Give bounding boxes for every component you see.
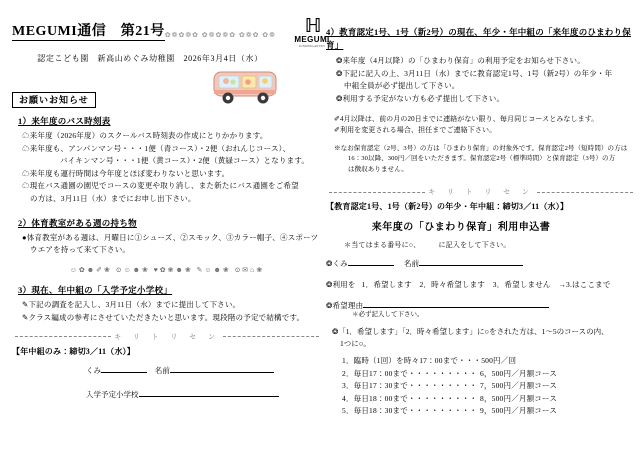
course-instruction-line-1: ❂「1．希望します」「2．時々希望します」に○をされた方は、1〜5のコースの内、 <box>332 327 609 336</box>
section-4-item: ❂下記に記入の上、3月11日（水）までに教育認定1号、1号（新2号）の年少・年 <box>336 68 613 78</box>
course-label: 3．毎日17：30まで・・・・・・・・・ <box>342 381 478 390</box>
course-label: 5．毎日18：30まで・・・・・・・・・ <box>342 406 478 415</box>
course-price: 9，500円／月額コース <box>480 406 558 415</box>
left-form-heading: 【年中組のみ：締切3／11（水）】 <box>12 346 135 356</box>
left-form-fields <box>86 365 322 400</box>
reason-input[interactable] <box>363 307 549 308</box>
masthead <box>12 15 330 48</box>
section-4-item: 中組全員が必ず提出して下さい。 <box>344 81 460 90</box>
course-price: 6，500円／月額コース <box>480 368 558 378</box>
course-label: 2．毎日17：00まで・・・・・・・・・ <box>342 368 478 378</box>
section-4-note: ✐利用を変更される場合、担任までご連絡下さい。 <box>334 125 497 134</box>
course-option[interactable] <box>342 405 636 418</box>
section-3-title: 3）現在、年中組の「入学予定小学校」 <box>18 285 173 295</box>
section-4-title-cont: 育」 <box>326 40 344 50</box>
logo-name: MEGUMI <box>294 35 330 44</box>
section-4-item: ❂利用する予定がない方も必ず提出して下さい。 <box>336 93 505 103</box>
course-instruction-line-2: 1つに○。 <box>340 338 371 348</box>
ornament-divider: ☺✿☻✐❀ ⊙☺☻❀ ♥✿❀☻❀ ✎☺☻❀ ⊙✉⌂❀ <box>69 266 265 274</box>
school-bus-icon <box>208 64 284 113</box>
section-1-title: 1）来年度のバス時刻表 <box>18 116 111 126</box>
caution-line-2: 16：30以降、300円／回をいただきます。保育認定2号（標準時間）と保育認定（3号）の方 <box>348 155 616 162</box>
title-decoration: ✿❁✿❁✿ ✿❁✿❁✿ ✿❁✿ ✿❁ <box>164 31 276 39</box>
right-form-heading: 【教育認定1号、1号（新2号）の年少・年中組：締切3／11（水）】 <box>326 202 569 211</box>
school-input[interactable] <box>139 396 279 397</box>
name-label: 名前 <box>154 365 170 375</box>
section-1-item: ☁来年度も、アンパンマン号・・・1便（青コース）・2便（おれんじコース）、 <box>22 143 291 153</box>
course-label: 1．臨時（1回）を時々17：00まで・・・ <box>342 356 482 365</box>
course-price: 8，500円／月額コース <box>480 393 558 403</box>
cut-line-right <box>326 187 636 197</box>
cut-line-label: キ リ ト リ セ ン <box>114 332 220 341</box>
section-1-item: の方は、3月11日（水）までにお申し出下さい。 <box>30 193 196 203</box>
course-price: 7，500円／月額コース <box>480 381 558 390</box>
section-1-item: バイキンマン号・・・1便（黄コース）・2便（黄緑コース）となります。 <box>60 156 310 165</box>
school-label: 入学予定小学校 <box>86 389 139 399</box>
section-4-note: ✐4月以降は、前の月の20日までに連絡がない限り、毎月同じコースとみなします。 <box>334 114 599 123</box>
section-2-item: ●体育教室がある週は、月曜日に①シューズ、②スモック、③カラー帽子、④スポーツ <box>22 232 319 242</box>
section-4-title: 4）教育認定1号、1号（新2号）の現在、年少・年中組の「来年度のひまわり保 <box>326 27 631 37</box>
application-form-title: 来年度の「ひまわり保育」利用申込書 <box>371 222 551 233</box>
left-form-row-name <box>86 365 322 376</box>
form-instruction: ＊当てはまる番号に○、 に記入をして下さい。 <box>344 241 511 249</box>
kumi-input[interactable] <box>348 265 394 266</box>
reason-required-note: ＊必ず記入して下さい。 <box>352 311 424 318</box>
notices-heading: お願いお知らせ <box>12 92 96 108</box>
section-4-caution <box>334 144 636 176</box>
course-option[interactable] <box>342 355 636 368</box>
cut-line-label: キ リ ト リ セ ン <box>428 188 534 196</box>
kumi-input[interactable] <box>101 372 147 373</box>
section-1-item: ☁来年度も運行時間は今年度とほぼ変わりないと思います。 <box>22 168 230 178</box>
cut-line-dashes <box>537 192 633 193</box>
section-2-title: 2）体育教室がある週の持ち物 <box>18 217 137 228</box>
section-2-item: ウエアを持って来て下さい。 <box>30 245 131 254</box>
course-option[interactable] <box>342 380 636 393</box>
left-column <box>12 0 330 453</box>
section-4-item: ❂来年度（4月以降）の「ひまわり保育」の利用予定をお知らせ下さい。 <box>336 56 585 65</box>
usage-options[interactable]: 1．希望します 2．時々希望します 3．希望しません →3.はここまで <box>361 280 611 289</box>
caution-line-1: ※なお保育認定（2号、3号）の方は「ひまわり保育」の対象外です。保育認定2号（短時間）の方は <box>334 144 628 152</box>
course-label: 4．毎日18：00まで・・・・・・・・・ <box>342 393 478 403</box>
logo-subtext: KINDERGARTEN <box>299 44 325 48</box>
page-title: MEGUMI通信 第21号 <box>12 24 165 39</box>
course-option[interactable] <box>342 393 636 406</box>
course-price: 500円／回 <box>481 356 517 365</box>
usage-label: ❂利用を <box>326 280 356 289</box>
section-3-item: ✎クラス編成の参考にさせていただきたいと思います。現段階の予定で結構です。 <box>22 312 305 322</box>
cut-line-dashes <box>223 336 319 337</box>
left-form-row-school <box>86 389 322 400</box>
page-subtitle: 認定こども園 新高山めぐみ幼稚園 2026年3月4日（水） <box>37 54 263 63</box>
section-1-item: ☁現在バス通園の園児でコースの変更や取り消し、また新たにバス通園をご希望 <box>22 181 299 190</box>
cut-line-left <box>12 332 322 342</box>
logo-mark-icon: ℍ <box>304 15 320 37</box>
form-row-usage <box>326 279 636 291</box>
kumi-label: くみ <box>86 365 101 375</box>
section-1-item: ☁来年度（2026年度）のスクールバス時刻表の作成にとりかかります。 <box>22 131 268 140</box>
form-row-name <box>326 258 636 270</box>
cut-line-dashes <box>329 192 425 193</box>
right-column <box>326 0 636 453</box>
name-input[interactable] <box>419 265 523 266</box>
section-3-item: ✎下記の調査を記入し、3月11日（水）までに提出して下さい。 <box>22 300 241 309</box>
cut-line-dashes <box>15 336 111 337</box>
name-label: 名前 <box>403 259 420 268</box>
reason-label: ❂希望理由 <box>326 301 364 310</box>
kumi-label: ❂くみ <box>326 259 348 268</box>
course-option[interactable] <box>342 368 636 381</box>
course-list <box>326 355 636 418</box>
name-input[interactable] <box>170 372 274 373</box>
caution-line-3: は徴収ありません。 <box>348 165 408 173</box>
